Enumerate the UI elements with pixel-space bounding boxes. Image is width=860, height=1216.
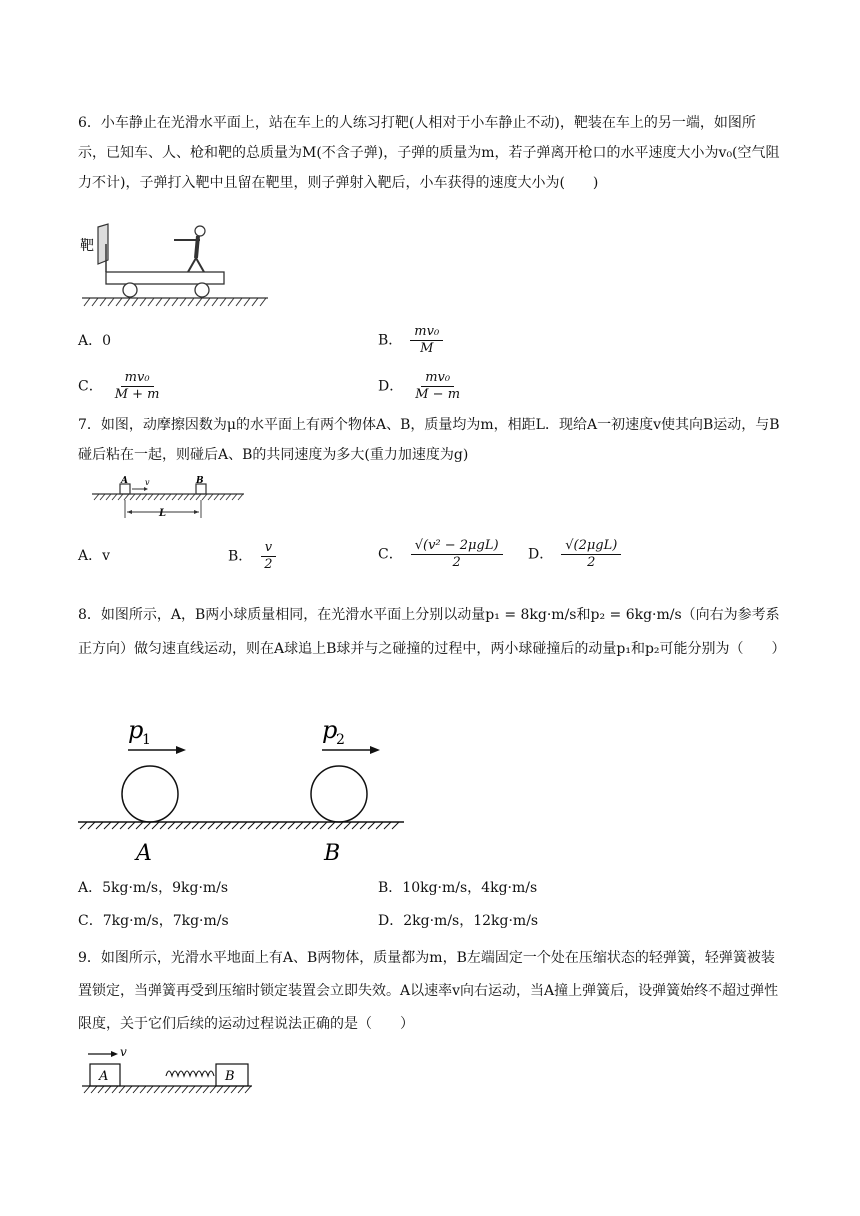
question-6-figure — [78, 222, 273, 310]
q8-option-a[interactable]: A．5kg·m/s，9kg·m/s — [78, 880, 229, 896]
q6-option-d[interactable]: D． $\frac{\text{mv₀}}{M - m}$ — [378, 370, 461, 402]
q8-option-d[interactable]: D．2kg·m/s，12kg·m/s — [378, 913, 539, 929]
question-9-figure — [80, 1046, 255, 1096]
target-label: 靶 — [80, 238, 94, 254]
cart-body — [106, 272, 224, 284]
q7-option-b[interactable]: B． $\frac{v}{2}$ — [228, 540, 277, 573]
svg-text:B: B — [196, 476, 204, 486]
cart-wheel-right — [195, 283, 209, 297]
question-8-figure — [76, 710, 408, 868]
distance-label: L — [159, 508, 167, 519]
svg-text:1: 1 — [142, 732, 151, 748]
question-6-text: 6．小车静止在光滑水平面上，站在车上的人练习打靶(人相对于小车静止不动)，靶装在车上的另一端，如图所示，已知车、人、枪和靶的总质量为M(不含子弹)，子弹的质量为m，若子弹离开枪口的水平速度大小为v₀(空气阻力不计)，子弹打入靶中且留在靶里，则子弹射入靶后，小车获得的速度大小为( ) — [78, 115, 780, 191]
q7-option-a[interactable]: A．v — [78, 548, 111, 564]
question-7-figure — [88, 474, 250, 522]
question-8-text: 8．如图所示，A，B两小球质量相同，在光滑水平面上分别以动量p₁ = 8kg·m/s和p₂ = 6kg·m/s（向右为参考系正方向）做匀速直线运动，则在A球追上B球并与之碰撞的过程中，两小球碰撞后的动量p₁和p₂可能分别为（ ） — [78, 607, 786, 657]
q7-option-d[interactable]: D． $\frac{\text{√(2μgL)}}{2}$ — [528, 538, 621, 571]
svg-text:A: A — [121, 476, 128, 486]
q7-option-c[interactable]: C． $\frac{\text{√(v² − 2μgL)}}{2}$ — [378, 538, 503, 571]
svg-text:A: A — [99, 1069, 109, 1084]
ball-b — [311, 766, 367, 822]
person-head — [195, 226, 205, 236]
question-9-text: 9．如图所示，光滑水平地面上有A、B两物体，质量都为m，B左端固定一个处在压缩状态的轻弹簧，轻弹簧被装置锁定，当弹簧再受到压缩时锁定装置会立即失效。A以速率v向右运动，当A撞上弹簧后，设弹簧始终不超过弹性限度，关于它们后续的运动过程说法正确的是（ ） — [78, 950, 779, 1032]
q8-option-b[interactable]: B．10kg·m/s，4kg·m/s — [378, 880, 538, 896]
q6-option-c[interactable]: C． $\frac{\text{mv₀}}{M + m}$ — [78, 370, 160, 402]
q6-option-b[interactable]: B． $\frac{\text{mv₀}}{M}$ — [378, 324, 443, 357]
q6-option-a[interactable]: A．0 — [78, 333, 112, 349]
cart-wheel-left — [123, 283, 137, 297]
svg-text:p: p — [128, 716, 144, 744]
svg-text:p: p — [322, 716, 338, 744]
ball-a — [122, 766, 178, 822]
question-7-text: 7．如图，动摩擦因数为μ的水平面上有两个物体A、B，质量均为m，相距L．现给A一初速度v使其向B运动，与B碰后粘在一起，则碰后A、B的共同速度为多大(重力加速度为g) — [78, 417, 780, 463]
svg-text:B: B — [225, 1069, 235, 1084]
svg-text:A: A — [136, 841, 152, 866]
svg-text:B: B — [324, 841, 341, 866]
svg-text:v: v — [145, 478, 150, 487]
spring-icon — [166, 1071, 214, 1076]
svg-text:v: v — [120, 1046, 127, 1059]
svg-text:2: 2 — [336, 732, 345, 748]
q8-option-c[interactable]: C．7kg·m/s，7kg·m/s — [78, 913, 229, 929]
